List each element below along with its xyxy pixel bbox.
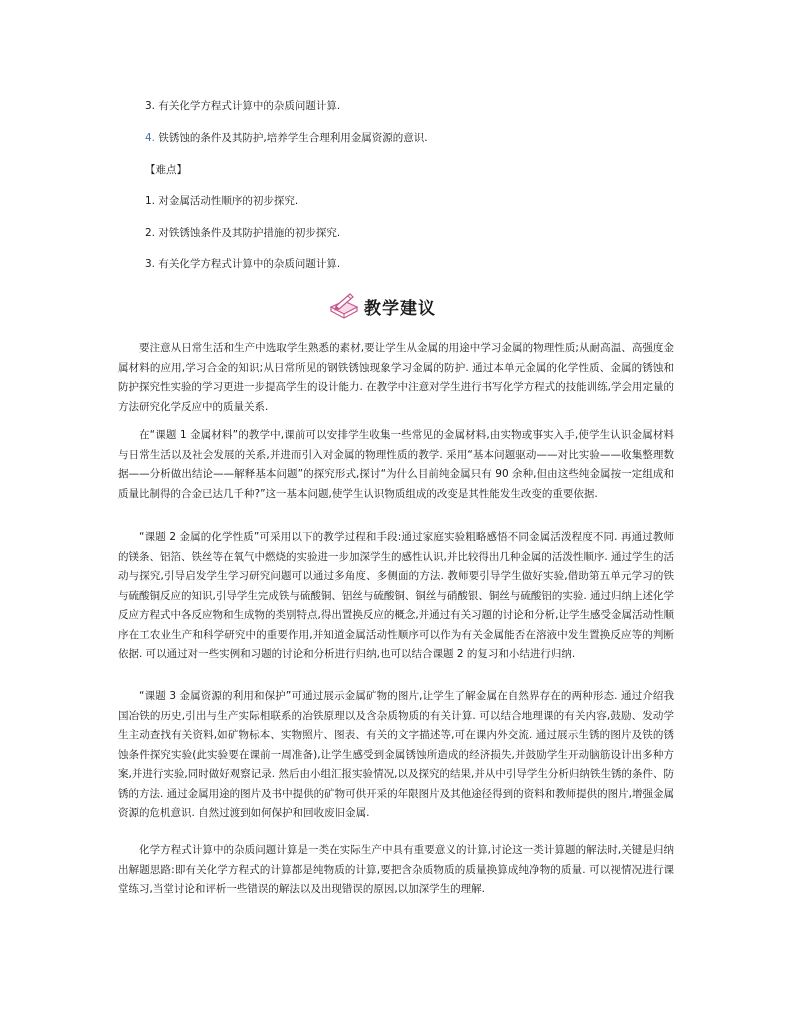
- pencil-book-icon: [328, 292, 360, 320]
- item-text: 铁锈蚀的条件及其防护,培养学生合理利用金属资源的意识.: [155, 132, 428, 144]
- difficulty-item-1: 1. 对金属活动性顺序的初步探究.: [145, 195, 299, 207]
- paragraph-1: 要注意从日常生活和生产中选取学生熟悉的素材,要让学生从金属的用途中学习金属的物理性质;从耐高温、高强度金属材料的应用,学习合金的知识;从日常所见的钢铁锈蚀现象学习金属的防护. 通过本单元金属的化学性质、金属的锈蚀和防护探究性实验的学习更进一步提高学生的设计能力. 在教学中注意对学生进行书写化学方程式的技能训练,学会用定量的方法研究化学反应中的质量关系.: [118, 342, 675, 413]
- difficulty-item-3: 3. 有关化学方程式计算中的杂质问题计算.: [145, 100, 341, 112]
- paragraph-2: 在“课题 1 金属材料”的教学中,课前可以安排学生收集一些常见的金属材料,由实物或事实入手,使学生认识金属材料与日常生活以及社会发展的关系,并进而引入对金属的物理性质的教学. 采用“基本问题驱动——对比实验——收集整理数据——分析做出结论——解释基本问题”的探究形式,探讨“为什么目前纯金属只有 90 余种,但由这些纯金属按一定组成和质量比制得的合金已达几千种?”这一基本问题,使学生认识物质组成的改变是其性能发生改变的重要依据.: [118, 429, 674, 500]
- section-title: 教学建议: [364, 298, 436, 319]
- section-heading: [328, 292, 436, 320]
- key-point-item-4: [145, 131, 428, 145]
- difficulty-item-2: 2. 对铁锈蚀条件及其防护措施的初步探究.: [145, 227, 341, 239]
- difficulty-heading: 【难点】: [145, 164, 187, 176]
- difficulty-item-3b: 3. 有关化学方程式计算中的杂质问题计算.: [145, 258, 341, 270]
- paragraph-4: “课题 3 金属资源的利用和保护”可通过展示金属矿物的图片,让学生了解金属在自然界存在的两种形态. 通过介绍我国冶铁的历史,引出与生产实际相联系的冶铁原理以及含杂质物质的有关计算. 可以结合地理课的有关内容,鼓励、发动学生主动查找有关资料,如矿物标本、实物照片、图表、有关的文字描述等,可在课内外交流. 通过展示生锈的图片及铁的锈蚀条件探究实验(此实验要在课前一周准备),让学生感受到金属锈蚀所造成的经济损失,并鼓励学生开动脑筋设计出多种方案,并进行实验,同时做好观察记录. 然后由小组汇报实验情况,以及探究的结果,并从中引导学生分析归纳铁生锈的条件、防锈的方法. 通过金属用途的图片及书中提供的矿物可供开采的年限图片及其他途径得到的资料和教师提供的图片,增强金属资源的危机意识. 自然过渡到如何保护和回收废旧金属.: [118, 690, 675, 819]
- paragraph-3: “课题 2 金属的化学性质”可采用以下的教学过程和手段:通过家庭实验粗略感悟不同金属活泼程度不同. 再通过教师的镁条、铝箔、铁丝等在氧气中燃烧的实验进一步加深学生的感性认识,并比较得出几种金属的活泼性顺序. 通过学生的活动与探究,引导启发学生学习研究问题可以通过多角度、多侧面的方法. 教师要引导学生做好实验,借助第五单元学习的铁与硫酸铜反应的知识,引导学生完成铁与硫酸铜、铝丝与硫酸铜、铜丝与硝酸银、铜丝与硫酸铝的实验. 通过归纳上述化学反应方程式中各反应物和生成物的类别特点,得出置换反应的概念,并通过有关习题的讨论和分析,让学生感受金属活动性顺序在工农业生产和科学研究中的重要作用,并知道金属活动性顺序可以作为有关金属能否在溶液中发生置换反应等的判断依据. 可以通过对一些实例和习题的讨论和分析进行归纳,也可以结合课题 2 的复习和小结进行归纳.: [118, 531, 675, 660]
- paragraph-5: 化学方程式计算中的杂质问题计算是一类在实际生产中具有重要意义的计算,讨论这一类计算题的解法时,关键是归纳出解题思路:即有关化学方程式的计算都是纯物质的计算,要把含杂质物质的质量换算成纯净物的质量. 可以视情况进行课堂练习,当堂讨论和评析一些错误的解法以及出现错误的原因,以加深学生的理解.: [118, 844, 674, 895]
- item-number: 4.: [145, 132, 156, 144]
